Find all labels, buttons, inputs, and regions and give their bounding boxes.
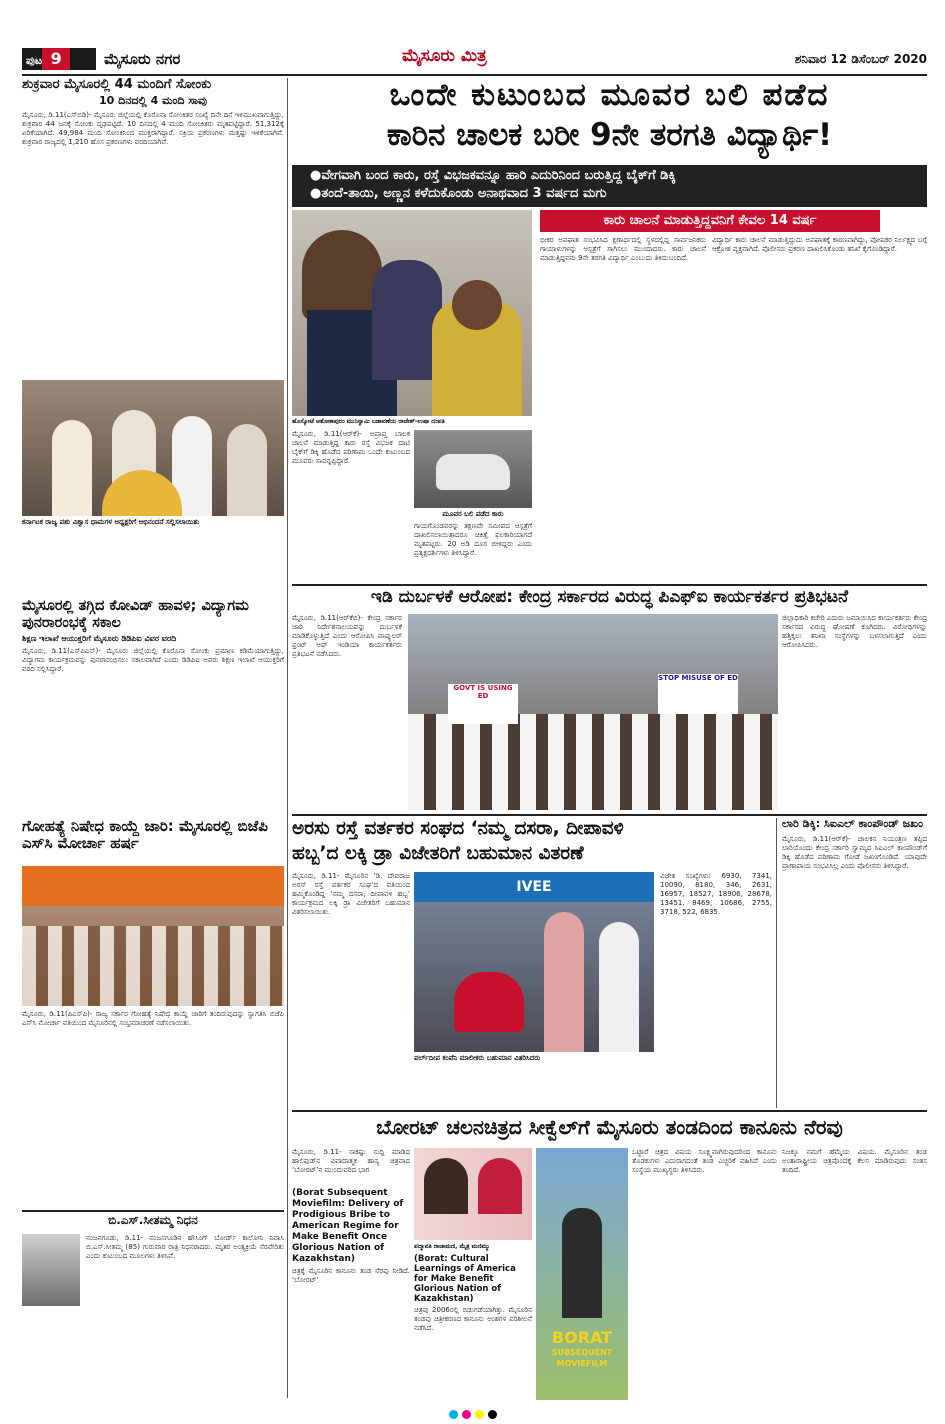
poster-subtitle-2: MOVIEFILM — [556, 1359, 608, 1368]
ed-separator — [292, 814, 927, 816]
borat-headline: ಬೋರಟ್ ಚಲನಚಿತ್ರದ ಸೀಕ್ವೆಲ್‌ಗೆ ಮೈಸೂರು ತಂಡದಿಂದ ಕಾನೂನು ನೆರವು — [376, 1115, 843, 1139]
schools-subhead: ಶಿಕ್ಷಣ ಇಲಾಖೆ ಆಯುಕ್ತರಿಗೆ ಮೈಸೂರು ಡಿಡಿಪಿಐ ವಿವರ ವರದಿ — [22, 634, 177, 644]
borat-portraits-caption: ಪದ್ಮಾವತಿ ರಾಜಾಮಣಿ, ಮೈತ್ರ ಮಣಿಮ್ಮು — [414, 1242, 532, 1252]
borat-col-1 — [292, 1148, 410, 1400]
ed-headline: ಇಡಿ ದುರ್ಬಳಕೆ ಆರೋಪ: ಕೇಂದ್ರ ಸರ್ಕಾರದ ವಿರುದ್ಧ ಪಿಎಫ್‌ಐ ಕಾರ್ಯಕರ್ತರ ಪ್ರತಿಭಟನೆ — [370, 587, 849, 607]
yellow-mark — [475, 1410, 484, 1419]
gohatya-story — [22, 818, 284, 853]
page-number-badge — [22, 48, 96, 70]
black-mark — [488, 1410, 497, 1419]
car-photo-caption: ಮೂವರ ಬಲಿ ಪಡೆದ ಕಾರು — [414, 510, 532, 520]
covid-headline: ಶುಕ್ರವಾರ ಮೈಸೂರಲ್ಲಿ 44 ಮಂದಿಗೆ ಸೋಂಕು — [22, 77, 212, 92]
lorry-body: ಮೈಸೂರು, ಡಿ.11(ಆರ್‌ಕೆ)- ಚಾಲಕನ ನಿಯಂತ್ರಣ ತಪ್ಪಿದ ಲಾರಿಯೊಂದು ಕೇಂದ್ರ ಸರ್ಕಾರಿ ಸ್ವಾಮ್ಯದ ಸಿಐಎಲ್ ಕಾಂಪೌಂಡ್‌ಗೆ ಡಿಕ್ಕಿ ಹೊಡೆದ ಪರಿಣಾಮ ಗೋಡೆ ಜಖಂಗೊಂಡಿದೆ. ಯಾವುದೇ ಪ್ರಾಣಾಪಾಯ ಸಂಭವಿಸಿಲ್ಲ ಎಂದು ಪೊಲೀಸರು ತಿಳಿಸಿದ್ದಾರೆ. — [782, 834, 927, 870]
accident-bullet-2: ●ತಂದೆ-ತಾಯಿ, ಅಣ್ಣನ ಕಳೆದುಕೊಂಡು ಅನಾಥವಾದ 3 ವರ್ಷದ ಮಗು — [310, 186, 607, 201]
section-name: ಮೈಸೂರು ನಗರ — [104, 50, 181, 68]
borat-body-3: ಚಿತ್ರವು 2006ರಲ್ಲಿ ಬಿಡುಗಡೆಯಾಗಿತ್ತು. ಮೈಸೂರಿನ ತಂಡವು ಚಿತ್ರೀಕರಣದ ಕಾನೂನು ಅಂಶಗಳ ಪರಿಶೀಲನೆ ನಡೆಸಿದೆ. — [414, 1306, 532, 1332]
gohatya-photo — [22, 866, 284, 1006]
lorry-story — [782, 818, 927, 1075]
borat-col-2 — [414, 1254, 532, 1400]
borat-body-2: ಚಿತ್ರಕ್ಕೆ ಮೈಸೂರಿನ ಕಾನೂನು ತಂಡ ನೆರವು ನೀಡಿದೆ. ‘ಬೋರಟ್’ — [292, 1267, 410, 1284]
accident-body-2: ವಿದ್ಯಾರ್ಥಿ ಕಾರು ಚಾಲನೆ ಮಾಡುತ್ತಿದ್ದುದು ಅಪಘಾತಕ್ಕೆ ಕಾರಣವಾಗಿದ್ದು, ಪೋಷಕರ ನಿರ್ಲಕ್ಷ್ಯದ ಬಗ್ಗೆ ಆಕ್ರೋಶ ವ್ಯಕ್ತವಾಗಿದೆ. ಪೊಲೀಸರು ಪ್ರಕರಣ ದಾಖಲಿಸಿಕೊಂಡು ತನಿಖೆ ಕೈಗೊಂಡಿದ್ದಾರೆ. — [712, 236, 927, 253]
schools-body: ಮೈಸೂರು, ಡಿ.11(ಎಸ್‌ಪಿಎನ್)- ಮೈಸೂರು ಜಿಲ್ಲೆಯಲ್ಲಿ ಕೊರೊನಾ ಸೋಂಕು ಪ್ರಮಾಣ ಕಡಿಮೆಯಾಗುತ್ತಿದ್ದು, ವಿದ್ಯಾಗಮ ಕಾರ್ಯಕ್ರಮವನ್ನು ಪುನರಾರಂಭಿಸಲು ಸಕಾಲವಾಗಿದೆ ಎಂದು ಡಿಡಿಪಿಐ ಅವರು ಶಿಕ್ಷಣ ಇಲಾಖೆ ಆಯುಕ್ತರಿಗೆ ವರದಿ ಸಲ್ಲಿಸಿದ್ದಾರೆ. — [22, 646, 284, 673]
borat-portraits — [414, 1148, 532, 1240]
gohatya-headline: ಗೋಹತ್ಯೆ ನಿಷೇಧ ಕಾಯ್ದೆ ಜಾರಿ: ಮೈಸೂರಲ್ಲಿ ಬಿಜೆಪಿ ಎಸ್‌ಸಿ ಮೋರ್ಚಾ ಹರ್ಷ — [22, 817, 268, 853]
lorry-column-rule — [776, 818, 777, 1108]
page-label: ಪುಟ — [26, 54, 43, 67]
borat-title-en-2: (Borat: Cultural Learnings of America for Make Benefit Glorious Nation of Kazakhstan) — [414, 1254, 516, 1304]
registration-marks — [0, 1404, 945, 1424]
column-rule — [287, 78, 288, 1398]
page-header — [22, 40, 927, 72]
ed-protest-photo — [408, 614, 778, 810]
page-number: 9 — [42, 48, 70, 70]
accident-body-3: ಮೈಸೂರು, ಡಿ.11(ಆರ್‌ಕೆ)- ಅಪ್ರಾಪ್ತ ಬಾಲಕ ಚಾಲನೆ ಮಾಡುತ್ತಿದ್ದ ಕಾರು ರಸ್ತೆ ವಿಭಜಕ ದಾಟಿ ಬೈಕ್‌ಗೆ ಡಿಕ್ಕಿ ಹೊಡೆದ ಪರಿಣಾಮ ಒಂದೇ ಕುಟುಂಬದ ಮೂವರು ಸಾವನ್ನಪ್ಪಿದ್ದಾರೆ. — [292, 430, 410, 465]
accident-bullets — [292, 165, 927, 207]
ed-body-2: ಜಿಲ್ಲಾಧಿಕಾರಿ ಕಚೇರಿ ಎದುರು ಜಮಾಯಿಸಿದ ಕಾರ್ಯಕರ್ತರು ಕೇಂದ್ರ ಸರ್ಕಾರದ ವಿರುದ್ಧ ಘೋಷಣೆ ಕೂಗಿದರು. ವಿರೋಧಿಗಳನ್ನು ಹತ್ತಿಕ್ಕಲು ತನಿಖಾ ಸಂಸ್ಥೆಗಳನ್ನು ಬಳಸಲಾಗುತ್ತಿದೆ ಎಂದು ಆರೋಪಿಸಿದರು. — [782, 614, 927, 649]
schools-headline: ಮೈಸೂರಲ್ಲಿ ತಗ್ಗಿದ ಕೋವಿಡ್ ಹಾವಳಿ; ವಿದ್ಯಾಗಮ ಪುನರಾರಂಭಕ್ಕೆ ಸಕಾಲ — [22, 598, 249, 631]
obituary-story — [22, 1210, 284, 1402]
obituary-body: ನಂಜನಗೂಡು, ಡಿ.11- ನಂಜನಗೂಡಿನ ಹೌಸಿಂಗ್ ಬೋರ್ಡ್ ಕಾಲೋನಿ ನಿವಾಸಿ ಬಿ.ಎಸ್.ಸೀತಮ್ಮ (85) ಗುರುವಾರ ರಾತ್ರಿ ನಿಧನರಾದರು. ಮೃತರ ಅಂತ್ಯಕ್ರಿಯೆ ನೆರವೇರಿತು ಎಂದು ಕುಟುಂಬದ ಮೂಲಗಳು ತಿಳಿಸಿವೆ. — [86, 1234, 284, 1260]
borat-title-en: (Borat Subsequent Moviefilm: Delivery of Prodigious Bribe to American Regime for Make Benefit Once Glorious Nation of Kazakhstan) — [292, 1188, 404, 1264]
dasara-photo-caption: ಪರ್ಲ್‌ದೀಪ ಕಂಪೆನಿ ಮಾಲೀಕರು ಬಹುಮಾನ ವಿತರಿಸಿದರು — [414, 1054, 654, 1106]
accident-headline-line2: ಕಾರಿನ ಚಾಲಕ ಬರೀ 9ನೇ ತರಗತಿ ವಿದ್ಯಾರ್ಥಿ! — [386, 116, 833, 153]
poster-subtitle-1: SUBSEQUENT — [551, 1348, 613, 1357]
covid-body: ಮೈಸೂರು, ಡಿ.11(ಎಸ್‌ಬಿಡಿ)- ಮೈಸೂರು ಜಿಲ್ಲೆಯಲ್ಲಿ ಕೊರೊನಾ ಸೋಂಕಿತರ ಸಂಖ್ಯೆ ದಿನೇ ದಿನೆ ಇಳಿಮುಖವಾಗುತ್ತಿದ್ದು, ಶುಕ್ರವಾರ 44 ಜನಕ್ಕೆ ಸೋಂಕು ದೃಢಪಟ್ಟಿದೆ. 10 ದಿನದಲ್ಲಿ 4 ಮಂದಿ ಸೋಂಕಿತರು ಮೃತಪಟ್ಟಿದ್ದಾರೆ. 51,312ಕ್ಕೆ ಏರಿಕೆಯಾಗಿದೆ. 49,984 ಮಂದಿ ಸೋಂಕಿನಿಂದ ಮುಕ್ತರಾಗಿದ್ದಾರೆ. ಸಕ್ರಿಯ ಪ್ರಕರಣಗಳು ಮತ್ತಷ್ಟು ಇಳಿಕೆಯಾಗಿವೆ. ಶುಕ್ರವಾರ ರಾಜ್ಯದಲ್ಲಿ 1,210 ಹೊಸ ಪ್ರಕರಣಗಳು ವರದಿಯಾಗಿವೆ. — [22, 110, 284, 146]
dasara-photo — [414, 872, 654, 1052]
felicitation-caption-text: ಕರ್ನಾಟಕ ರಾಜ್ಯ ಪಶು ವಿಶ್ವಾಸ ಧಾಮಗಳ ಅಧ್ಯಕ್ಷರಿಗೆ ಅಭಿನಂದನೆ ಸಲ್ಲಿಸಲಾಯಿತು — [22, 518, 200, 526]
borat-body-4: ಒಟ್ಟಾರೆ ಚಿತ್ರದ ವಿಷಯ ಸೂಕ್ಷ್ಮವಾಗಿರುವುದರಿಂದ ಕಾನೂನು ತೊಡಕುಗಳು ಎದುರಾಗದಂತೆ ತಂಡ ಎಚ್ಚರಿಕೆ ವಹಿಸಿದೆ ಎಂದು ಸಂಸ್ಥೆಯ ಮುಖ್ಯಸ್ಥರು ತಿಳಿಸಿದರು. — [632, 1148, 777, 1174]
covid-subhead: 10 ದಿನದಲ್ಲಿ 4 ಮಂದಿ ಸಾವು — [98, 93, 208, 107]
dasara-body-1: ಮೈಸೂರು, ಡಿ.11- ಮೈಸೂರಿನ ‘ಡಿ. ದೇವರಾಜ ಅರಸ್ ರಸ್ತೆ ವರ್ತಕರ ಸಂಘ’ದ ವತಿಯಿಂದ ಹಮ್ಮಿಕೊಂಡಿದ್ದ ‘ನಮ್ಮ ದಸರಾ, ದೀಪಾವಳಿ ಹಬ್ಬ’ ಕಾರ್ಯಕ್ರಮದ ಲಕ್ಕಿ ಡ್ರಾ ವಿಜೇತರಿಗೆ ಬಹುಮಾನ ವಿತರಿಸಲಾಯಿತು. — [292, 872, 410, 916]
obituary-photo — [22, 1234, 80, 1306]
protest-sign-2: STOP MISUSE OF ED — [658, 674, 738, 714]
felicitation-photo — [22, 380, 284, 516]
ed-body-1: ಮೈಸೂರು, ಡಿ.11(ಆರ್‌ಕೆಬಿ)- ಕೇಂದ್ರ ಸರ್ಕಾರ ಜಾರಿ ನಿರ್ದೇಶನಾಲಯವನ್ನು ದುರ್ಬಳಕೆ ಮಾಡಿಕೊಳ್ಳುತ್ತಿದೆ ಎಂದು ಆರೋಪಿಸಿ ಪಾಪ್ಯುಲರ್ ಫ್ರಂಟ್ ಆಫ್ ಇಂಡಿಯಾ ಕಾರ್ಯಕರ್ತರು ಪ್ರತಿಭಟನೆ ನಡೆಸಿದರು. — [292, 614, 402, 658]
accident-bullet-1: ●ವೇಗವಾಗಿ ಬಂದ ಕಾರು, ರಸ್ತೆ ವಿಭಜಕವನ್ನೂ ಹಾರಿ ಎದುರಿನಿಂದ ಬರುತ್ತಿದ್ದ ಬೈಕ್‌ಗೆ ಡಿಕ್ಕಿ — [310, 168, 676, 183]
dasara-headline-line2: ಹಬ್ಬ’ದ ಲಕ್ಕಿ ಡ್ರಾ ವಿಜೇತರಿಗೆ ಬಹುಮಾನ ವಿತರಣೆ — [292, 843, 584, 865]
family-photo-caption: ಹೊಸ್ಕೋಟೆ ಆಶೋಕಾಪುರಂ ಮುನಿಸ್ವಾಮಿ ಬಡಾವಣೆಯ ರಾಜೇಶ್-ಉಷಾ ದಂಪತಿ — [292, 417, 532, 427]
protest-sign-1: GOVT IS USING ED — [448, 684, 518, 724]
dasara-banner: IVEE — [414, 872, 654, 902]
poster-title: BORAT — [551, 1328, 613, 1347]
accident-body-4: ಗಾಯಗೊಂಡವರನ್ನು ತಕ್ಷಣವೇ ಸಮೀಪದ ಆಸ್ಪತ್ರೆಗೆ ದಾಖಲಿಸಲಾಯಿತಾದರೂ ಚಿಕಿತ್ಸೆ ಫಲಕಾರಿಯಾಗದೆ ಮೃತಪಟ್ಟರು. 20 ಅಡಿ ದೂರ ಬೀಳಿದ್ದರು ಎಂದು ಪ್ರತ್ಯಕ್ಷದರ್ಶಿಗಳು ತಿಳಿಸಿದ್ದಾರೆ. — [414, 522, 532, 557]
gohatya-body: ಮೈಸೂರು, ಡಿ.11(ಪಿಎಸ್‌ಪಿ)- ರಾಜ್ಯ ಸರ್ಕಾರ ಗೋಹತ್ಯೆ ನಿಷೇಧ ಕಾಯ್ದೆ ಜಾರಿಗೆ ತಂದಿರುವುದನ್ನು ಸ್ವಾಗತಿಸಿ ಬಿಜೆಪಿ ಎಸ್‌ಸಿ ಮೋರ್ಚಾ ವತಿಯಿಂದ ಮೈಸೂರಿನಲ್ಲಿ ಸಂಭ್ರಮಾಚರಣೆ ನಡೆಸಲಾಯಿತು. — [22, 1010, 284, 1027]
schools-story — [22, 598, 284, 785]
dasara-body-2: ವಿಜೇತ ಸಂಖ್ಯೆಗಳು: 6930, 7341, 10090, 8180, 346, 2631, 16957, 18527, 18906, 28678, 13451, 8469, 10686, 2755, 3718, 522, 6835. — [660, 872, 772, 916]
obituary-headline: ಬಿ.ಎಸ್.ಸೀತಮ್ಮ ನಿಧನ — [108, 1213, 198, 1227]
masthead: ಮೈಸೂರು ಮಿತ್ರ — [402, 46, 487, 66]
dasara-separator — [292, 1110, 927, 1112]
accident-story — [292, 78, 927, 153]
dasara-story — [292, 818, 772, 865]
borat-body-5: ನಿಜಕ್ಕೂ ನಮಗೆ ಹೆಮ್ಮೆಯ ವಿಷಯ. ಮೈಸೂರಿನ ತಂಡ ಅಂತಾರಾಷ್ಟ್ರೀಯ ಚಿತ್ರವೊಂದಕ್ಕೆ ಕೆಲಸ ಮಾಡಿರುವುದು ಸಂತಸ ತಂದಿದೆ. — [782, 1148, 927, 1174]
family-photo — [292, 210, 532, 416]
lorry-headline: ಲಾರಿ ಡಿಕ್ಕಿ: ಸಿಐಎಲ್ ಕಾಂಪೌಂಡ್ ಜಖಂ — [782, 817, 923, 830]
covid-story — [22, 78, 284, 371]
accident-kicker: ಕಾರು ಚಾಲನೆ ಮಾಡುತ್ತಿದ್ದವನಿಗೆ ಕೇವಲ 14 ವರ್ಷ — [540, 210, 880, 232]
car-photo — [414, 430, 532, 508]
accident-separator — [292, 584, 927, 586]
dasara-headline-line1: ಅರಸು ರಸ್ತೆ ವರ್ತಕರ ಸಂಘದ ‘ನಮ್ಮ ದಸರಾ, ದೀಪಾವಳಿ — [292, 818, 624, 839]
accident-headline-line1: ಒಂದೇ ಕುಟುಂಬದ ಮೂವರ ಬಲಿ ಪಡೆದ — [389, 77, 830, 113]
accident-body-1: ಭೀಕರ ಅಪಘಾತ ಸಂಭವಿಸಿದ ಕ್ಷಣಾರ್ಧದಲ್ಲಿ ಸ್ಥಳದಲ್ಲಿದ್ದ ಸಾರ್ವಜನಿಕರು ಗಾಯಾಳುಗಳನ್ನು ಆಸ್ಪತ್ರೆಗೆ ಸಾಗಿಸಲು ಮುಂದಾದರು. ಕಾರು ಚಾಲನೆ ಮಾಡುತ್ತಿದ್ದವನು 9ನೇ ತರಗತಿ ವಿದ್ಯಾರ್ಥಿ ಎಂಬುದು ತಿಳಿದುಬಂದಿದೆ. — [540, 236, 706, 262]
header-rule — [22, 74, 927, 76]
borat-poster — [536, 1148, 628, 1400]
felicitation-caption — [22, 518, 284, 592]
issue-date: ಶನಿವಾರ 12 ಡಿಸೆಂಬರ್ 2020 — [794, 52, 927, 66]
magenta-mark — [462, 1410, 471, 1419]
borat-body-1: ಮೈಸೂರು, ಡಿ.11- ಸಾಕಷ್ಟು ಸುದ್ದಿ ಮಾಡಿದ ಹಾಲಿವುಡ್‌ನ ವಿವಾದಾತ್ಮಕ ಹಾಸ್ಯ ಚಿತ್ರವಾದ ‘ಬೋರಟ್’ನ ಮುಂದುವರಿದ ಭಾಗ — [292, 1148, 410, 1174]
cyan-mark — [449, 1410, 458, 1419]
